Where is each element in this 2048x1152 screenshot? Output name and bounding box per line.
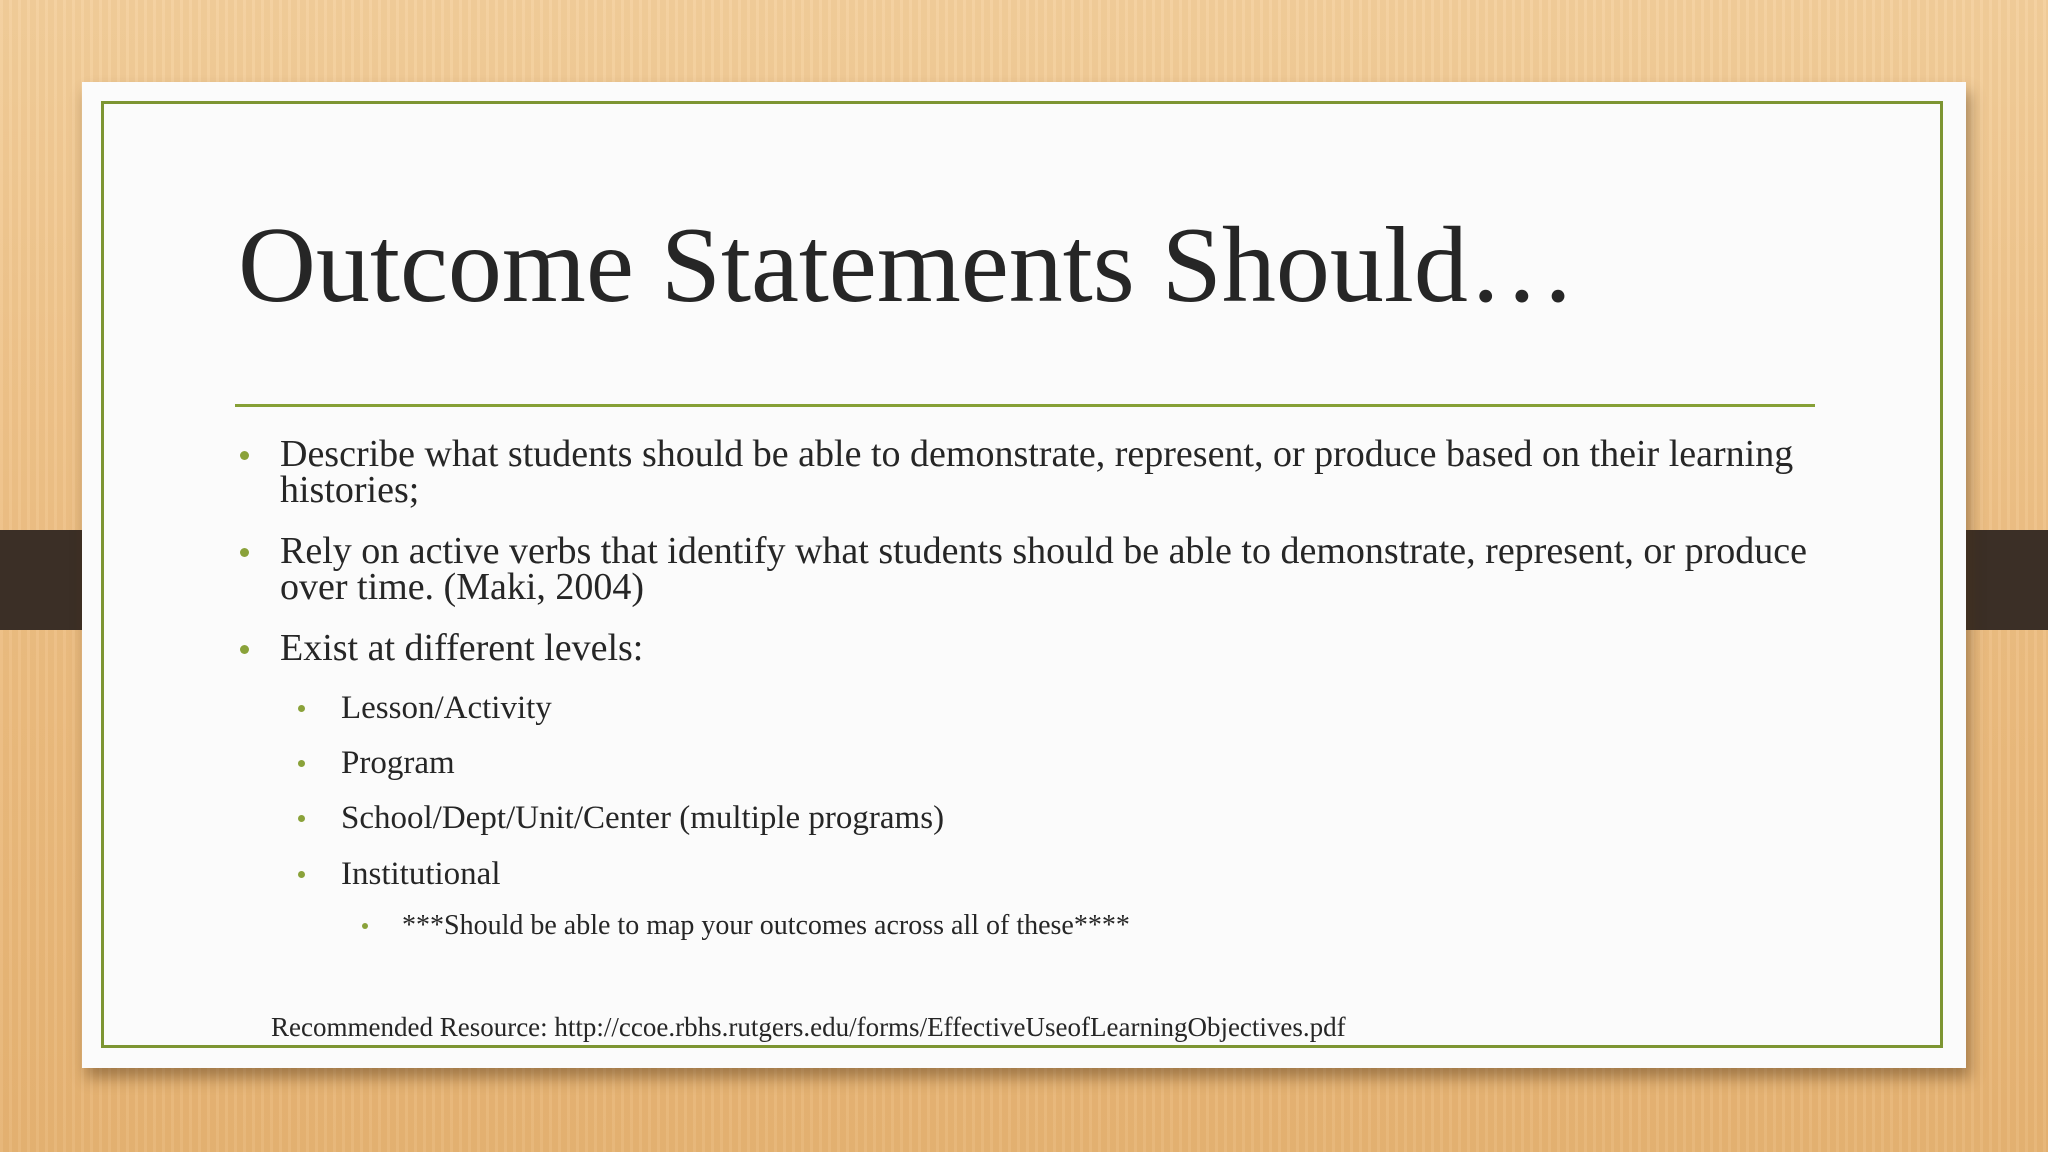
sub-bullet-school [341, 800, 1741, 836]
sub-bullet-text: Lesson/Activity [341, 690, 552, 726]
title-divider [235, 404, 1815, 407]
bullet-dot-icon [240, 451, 249, 460]
bullet-text: Rely on active verbs that identify what students should be able to demonstrate, represent, or produce over time. (Maki, 2004) [280, 530, 1807, 608]
bullet-text: Describe what students should be able to demonstrate, represent, or produce based on their learning histories; [280, 433, 1794, 511]
sub-bullet-institutional [341, 856, 1741, 892]
bullet-text: Exist at different levels: [280, 627, 644, 669]
recommended-resource: Recommended Resource: http://ccoe.rbhs.rutgers.edu/forms/EffectiveUseofLearningObjectives.pdf [271, 1012, 1346, 1042]
sub-bullet-program [341, 745, 1741, 781]
sub-bullet-lesson [341, 690, 1741, 726]
slide-title: Outcome Statements Should… [238, 206, 1576, 325]
bullet-dot-icon [240, 548, 249, 557]
bullet-dot-icon [240, 645, 249, 654]
bullet-dot-icon [298, 871, 305, 878]
bullet-dot-icon [298, 760, 305, 767]
bullet-item-exist [280, 627, 1830, 669]
note-bullet [402, 909, 1702, 943]
sub-bullet-text: School/Dept/Unit/Center (multiple programs) [341, 800, 945, 836]
note-text: ***Should be able to map your outcomes across all of these**** [402, 910, 1130, 941]
bullet-item-describe [280, 433, 1830, 511]
sub-bullet-text: Institutional [341, 856, 501, 892]
bullet-dot-icon [298, 705, 305, 712]
bullet-dot-icon [298, 815, 305, 822]
bullet-item-rely [280, 530, 1830, 608]
sub-bullet-text: Program [341, 745, 455, 781]
bullet-dot-icon [362, 923, 368, 929]
